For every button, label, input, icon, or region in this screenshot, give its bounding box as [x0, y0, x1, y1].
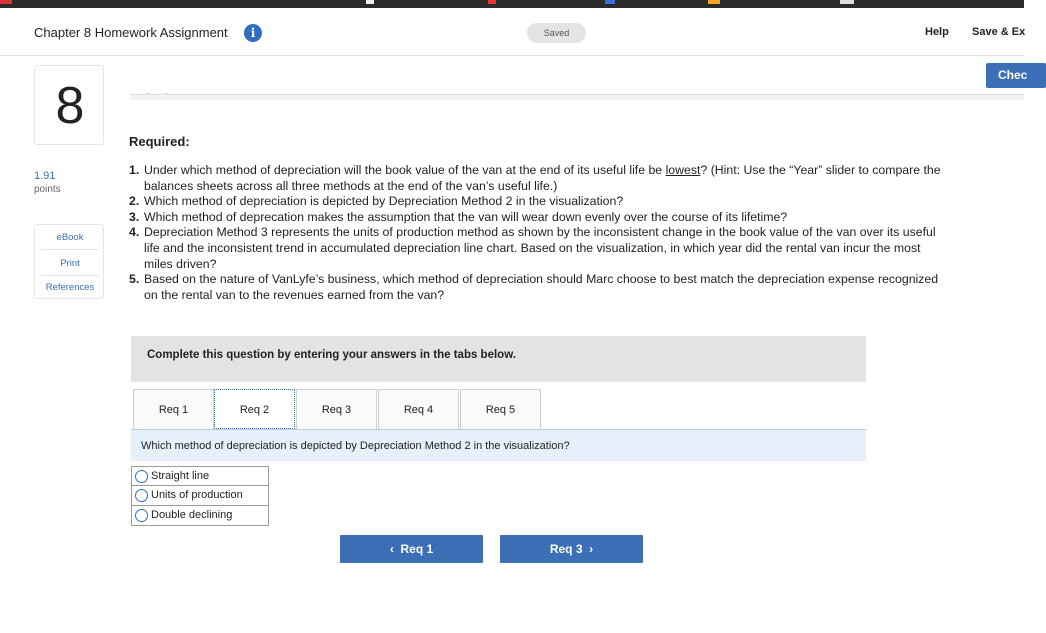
chevron-right-icon: ›: [589, 542, 594, 556]
required-item-3: [129, 210, 949, 226]
item-text: Under which method of depreciation will the book value of the van at the end of its useful life be: [144, 163, 666, 177]
item-number: 4.: [129, 225, 140, 240]
instruction-box: [131, 336, 866, 382]
question-prompt-bar: [131, 429, 866, 461]
visualization-bottom-edge: [130, 94, 1024, 100]
check-my-work-button[interactable]: Chec: [986, 63, 1046, 88]
question-number-box: [34, 65, 104, 145]
radio-button-icon[interactable]: [135, 509, 148, 522]
divider: [41, 275, 99, 276]
option-double-declining[interactable]: [131, 506, 269, 526]
tab-req-1[interactable]: Req 1: [133, 389, 214, 429]
option-label: Double declining: [151, 509, 233, 521]
item-emphasis: lowest: [665, 163, 701, 177]
radio-button-icon[interactable]: [135, 489, 148, 502]
option-units-of-production[interactable]: [131, 486, 269, 506]
option-label: Straight line: [151, 470, 210, 482]
browser-bookmark-bar: [0, 0, 1024, 8]
saved-status-badge: Saved: [527, 23, 586, 43]
assignment-title: Chapter 8 Homework Assignment: [34, 25, 228, 40]
tab-req-3[interactable]: Req 3: [296, 389, 377, 429]
prev-req-label: Req 1: [400, 542, 434, 556]
required-item-4: [129, 225, 949, 272]
required-item-2: [129, 194, 949, 210]
resource-links: [34, 224, 104, 299]
tab-req-2[interactable]: Req 2: [214, 389, 295, 429]
info-icon[interactable]: i: [244, 24, 262, 42]
item-number: 3.: [129, 209, 140, 224]
item-number: 2.: [129, 194, 140, 209]
ebook-link[interactable]: eBook: [56, 232, 84, 243]
points-label: points: [34, 184, 61, 195]
required-list: [129, 163, 949, 303]
item-text: Which method of depreciation is depicted by Depreciation Method 2 in the visualization?: [144, 194, 624, 209]
option-straight-line[interactable]: [131, 466, 269, 486]
required-item-1: [129, 163, 949, 194]
radio-button-icon[interactable]: [135, 470, 148, 483]
help-link[interactable]: Help: [925, 26, 949, 38]
prev-req-button[interactable]: [340, 535, 483, 563]
item-text: Based on the nature of VanLyfe’s business, which method of depreciation should Marc choose to best match the depreciation expense recognized on the rental van to the revenues earned from the van?: [144, 272, 939, 302]
divider: [41, 249, 99, 250]
points-value: 1.91: [34, 170, 56, 182]
next-req-button[interactable]: [500, 535, 643, 563]
tab-req-5[interactable]: Req 5: [460, 389, 541, 429]
question-number: 8: [55, 77, 85, 135]
question-prompt: Which method of depreciation is depicted by Depreciation Method 2 in the visualization?: [141, 440, 570, 452]
answer-options: [131, 466, 269, 526]
tab-req-4[interactable]: Req 4: [378, 389, 459, 429]
references-link[interactable]: References: [45, 282, 95, 293]
assignment-header: [0, 8, 1024, 56]
required-heading: Required:: [129, 134, 190, 149]
print-link[interactable]: Print: [60, 258, 80, 269]
item-number: 1.: [129, 163, 140, 177]
item-text: ? (Hint: Use the “Year” slider to compare the balances sheets across all three methods at the end of the van’s useful life.): [144, 163, 941, 193]
chevron-left-icon: ‹: [389, 542, 394, 556]
save-exit-link[interactable]: Save & Ex: [972, 26, 1026, 38]
instruction-text: Complete this question by entering your answers in the tabs below.: [147, 349, 516, 361]
item-text: Depreciation Method 3 represents the units of production method as shown by the inconsistent change in the book value of the van over its useful life and the inconsistent trend in accumulated depreciation line chart. Based on the visualization, in which year did the rental van incur the most miles driven?: [144, 225, 936, 271]
item-text: Which method of deprecation makes the assumption that the van will wear down evenly over the course of its lifetime?: [144, 209, 788, 224]
next-req-label: Req 3: [549, 542, 583, 556]
option-label: Units of production: [151, 489, 243, 501]
item-number: 5.: [129, 272, 140, 287]
required-item-5: [129, 272, 949, 303]
